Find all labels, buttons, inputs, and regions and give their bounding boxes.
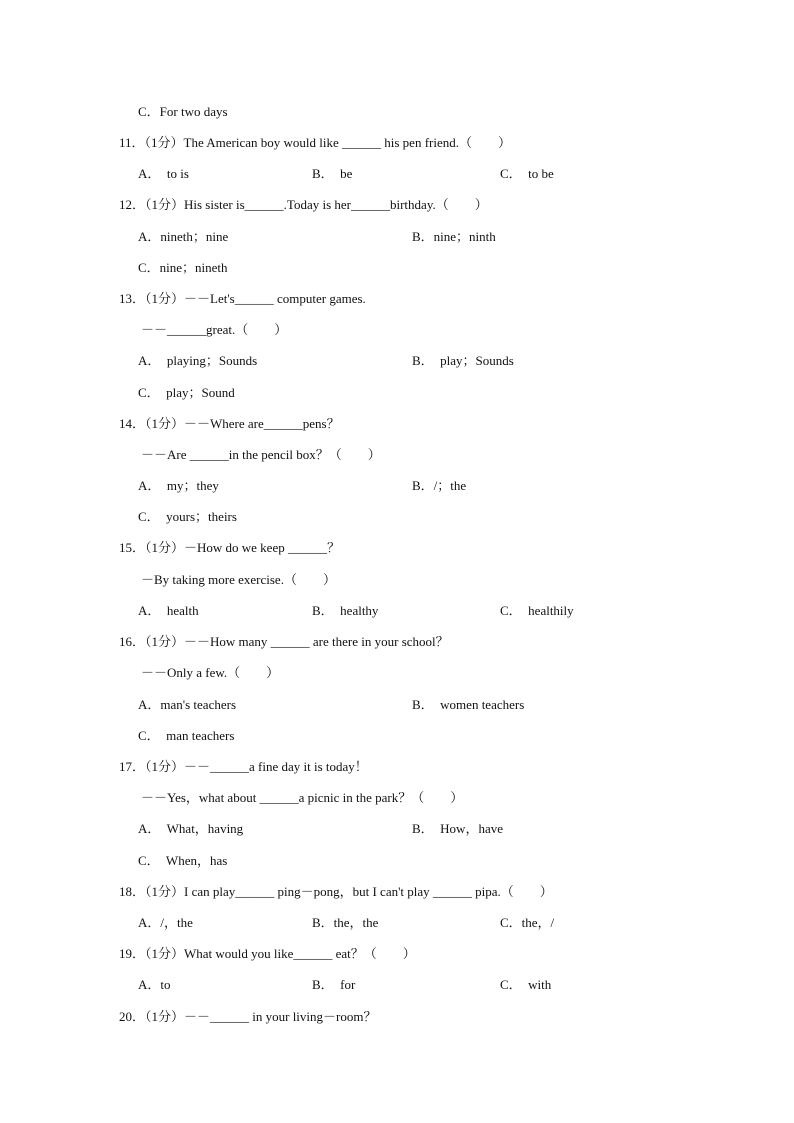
q12-option-c: C．nine；nineth: [138, 260, 228, 275]
q15-option-b: B． healthy: [312, 603, 379, 618]
q19-option-a: A．to: [138, 977, 171, 992]
q18-option-a: A．/，the: [138, 915, 193, 930]
q18-stem: 18．（1分）I can play______ ping－pong，but I can't play ______ pipa.（ ）: [119, 884, 553, 899]
q15-sub: －By taking more exercise.（ ）: [141, 572, 336, 587]
q14-stem: 14．（1分）－－Where are______pens？: [119, 416, 340, 431]
q14-option-c: C． yours；theirs: [138, 509, 237, 524]
q18-option-b: B．the，the: [312, 915, 379, 930]
q11-stem: 11．（1分）The American boy would like ______ his pen friend.（ ）: [119, 135, 511, 150]
q15-option-a: A． health: [138, 603, 199, 618]
q17-sub: －－Yes，what about ______a picnic in the park？（ ）: [141, 790, 464, 805]
q14-option-a: A． my；they: [138, 478, 219, 493]
q13-option-c: C． play；Sound: [138, 385, 235, 400]
q14-sub: －－Are ______in the pencil box？（ ）: [141, 447, 381, 462]
q15-option-c: C． healthily: [500, 603, 574, 618]
q16-sub: －－Only a few.（ ）: [141, 665, 280, 680]
q18-option-c: C．the，/: [500, 915, 555, 930]
q19-option-b: B． for: [312, 977, 356, 992]
q17-stem: 17．（1分）－－______a fine day it is today！: [119, 759, 368, 774]
q16-option-a: A．man's teachers: [138, 697, 237, 712]
q19-stem: 19．（1分）What would you like______ eat？（ ）: [119, 946, 416, 961]
q16-option-c: C． man teachers: [138, 728, 235, 743]
q13-stem: 13．（1分）－－Let's______ computer games.: [119, 291, 366, 306]
q12-option-a: A．nineth；nine: [138, 229, 229, 244]
q12-option-b: B．nine；ninth: [412, 229, 496, 244]
q12-stem: 12．（1分）His sister is______.Today is her______birthday.（ ）: [119, 197, 488, 212]
q13-option-b: B． play；Sounds: [412, 353, 514, 368]
q14-option-b: B．/；the: [412, 478, 467, 493]
q16-option-b: B． women teachers: [412, 697, 525, 712]
q10-option-c: C．For two days: [138, 104, 228, 119]
q16-stem: 16．（1分）－－How many ______ are there in your school？: [119, 634, 449, 649]
q13-sub: －－______great.（ ）: [141, 322, 288, 337]
q17-option-c: C． When，has: [138, 853, 228, 868]
q11-option-a: A． to is: [138, 166, 189, 181]
q11-option-b: B． be: [312, 166, 353, 181]
q15-stem: 15．（1分）－How do we keep ______？: [119, 540, 340, 555]
q17-option-b: B． How，have: [412, 821, 503, 836]
q11-option-c: C． to be: [500, 166, 554, 181]
q13-option-a: A． playing；Sounds: [138, 353, 258, 368]
q20-stem: 20．（1分）－－______ in your living－room？: [119, 1009, 377, 1024]
q17-option-a: A． What，having: [138, 821, 244, 836]
q19-option-c: C． with: [500, 977, 552, 992]
